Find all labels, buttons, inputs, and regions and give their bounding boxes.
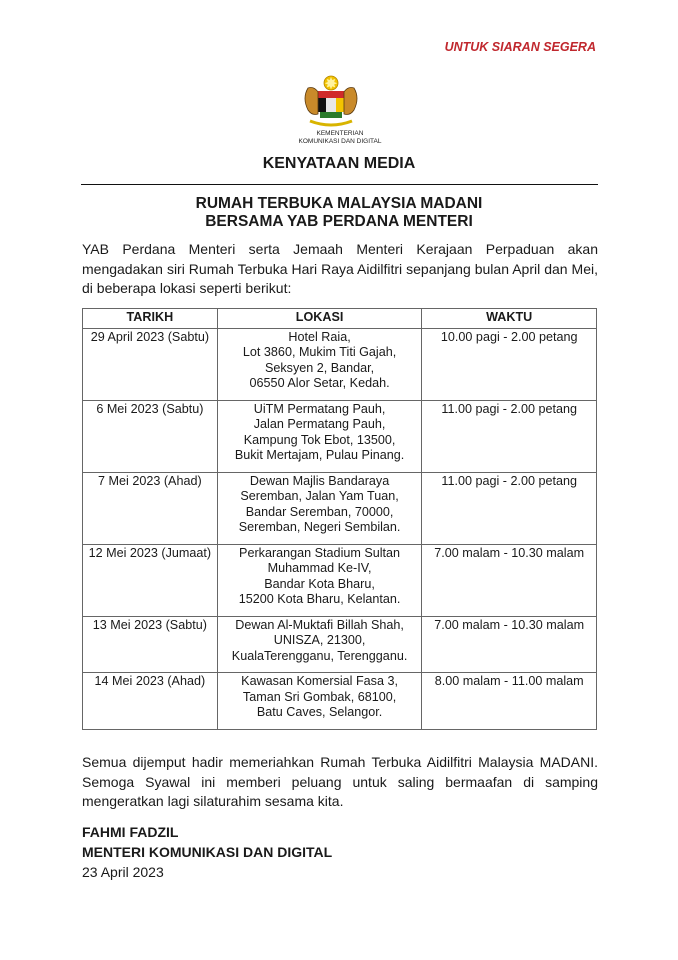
signatory-position: MENTERI KOMUNIKASI DAN DIGITAL <box>82 844 333 860</box>
ministry-line-1: KEMENTERIAN <box>316 130 364 137</box>
location-line: Perkarangan Stadium Sultan <box>239 545 401 560</box>
location-line: 06550 Alor Setar, Kedah. <box>249 376 390 390</box>
cell-date: 13 Mei 2023 (Sabtu) <box>83 616 218 673</box>
cell-location <box>217 616 422 673</box>
signature-block <box>82 822 332 882</box>
location-line: UNISZA, 21300, <box>273 633 366 647</box>
cell-location <box>217 544 422 616</box>
cell-date: 7 Mei 2023 (Ahad) <box>83 472 218 544</box>
table-row <box>83 328 597 400</box>
location-line: UiTM Permatang Pauh, <box>253 401 386 416</box>
document-title: KENYATAAN MEDIA <box>262 155 416 172</box>
cell-time: 7.00 malam - 10.30 malam <box>422 616 597 673</box>
location-line: Batu Caves, Selangor. <box>256 705 383 719</box>
subtitle-line-2: BERSAMA YAB PERDANA MENTERI <box>205 213 473 230</box>
schedule-table <box>82 308 597 730</box>
title-divider <box>81 184 598 185</box>
location-line: Hotel Raia, <box>288 329 351 344</box>
location-line: Kampung Tok Ebot, 13500, <box>243 432 396 447</box>
statement-date: 23 April 2023 <box>82 864 164 880</box>
subtitle-line-1: RUMAH TERBUKA MALAYSIA MADANI <box>195 195 483 212</box>
location-line: Seremban, Jalan Yam Tuan, <box>240 489 399 503</box>
signatory-name: FAHMI FADZIL <box>82 824 179 840</box>
table-row <box>83 673 597 730</box>
cell-time: 11.00 pagi - 2.00 petang <box>422 472 597 544</box>
header-date: TARIKH <box>83 309 218 329</box>
cell-date: 14 Mei 2023 (Ahad) <box>83 673 218 730</box>
cell-time: 10.00 pagi - 2.00 petang <box>422 328 597 400</box>
table-row <box>83 616 597 673</box>
location-line: 15200 Kota Bharu, Kelantan. <box>238 592 401 606</box>
cell-location <box>217 400 422 472</box>
header-location: LOKASI <box>217 309 422 329</box>
location-line: Taman Sri Gombak, 68100, <box>242 689 397 704</box>
intro-paragraph: YAB Perdana Menteri serta Jemaah Menteri Kerajaan Perpaduan akan mengadakan siri Rumah Terbuka Hari Raya Aidilfitri sepanjang bulan April dan Mei, di beberapa lokasi seperti berikut: <box>82 241 598 296</box>
closing-paragraph: Semua dijemput hadir memeriahkan Rumah Terbuka Aidilfitri Malaysia MADANI. Semoga Syawal ini memberi peluang untuk saling bermaafan di samping mengeratkan lagi silaturahim sesama kita. <box>82 754 598 809</box>
cell-date: 6 Mei 2023 (Sabtu) <box>83 400 218 472</box>
cell-location <box>217 673 422 730</box>
cell-time: 8.00 malam - 11.00 malam <box>422 673 597 730</box>
cell-time: 11.00 pagi - 2.00 petang <box>422 400 597 472</box>
header-time: WAKTU <box>422 309 597 329</box>
location-line: Bandar Seremban, 70000, <box>245 504 394 519</box>
location-line: Muhammad Ke-IV, <box>267 561 372 575</box>
table-row <box>83 544 597 616</box>
location-line: KualaTerengganu, Terengganu. <box>231 648 408 663</box>
cell-date: 12 Mei 2023 (Jumaat) <box>83 544 218 616</box>
cell-date: 29 April 2023 (Sabtu) <box>83 328 218 400</box>
location-line: Bandar Kota Bharu, <box>264 576 375 591</box>
location-line: Bukit Mertajam, Pulau Pinang. <box>234 448 405 462</box>
location-line: Dewan Majlis Bandaraya <box>249 473 390 488</box>
document-subtitle <box>0 195 678 231</box>
location-line: Kawasan Komersial Fasa 3, <box>241 674 398 688</box>
malaysia-coat-of-arms-icon <box>296 74 366 130</box>
ministry-name <box>260 130 420 146</box>
location-line: Jalan Permatang Pauh, <box>253 417 386 431</box>
table-row <box>83 400 597 472</box>
table-row <box>83 472 597 544</box>
location-line: Dewan Al-Muktafi Billah Shah, <box>235 617 404 632</box>
cell-location <box>217 328 422 400</box>
table-header-row <box>83 309 597 329</box>
location-line: Lot 3860, Mukim Titi Gajah, <box>242 345 397 359</box>
location-line: Seksyen 2, Bandar, <box>264 360 375 375</box>
cell-location <box>217 472 422 544</box>
cell-time: 7.00 malam - 10.30 malam <box>422 544 597 616</box>
location-line: Seremban, Negeri Sembilan. <box>238 520 401 534</box>
ministry-line-2: KOMUNIKASI DAN DIGITAL <box>298 138 382 145</box>
release-label: UNTUK SIARAN SEGERA <box>444 40 596 54</box>
